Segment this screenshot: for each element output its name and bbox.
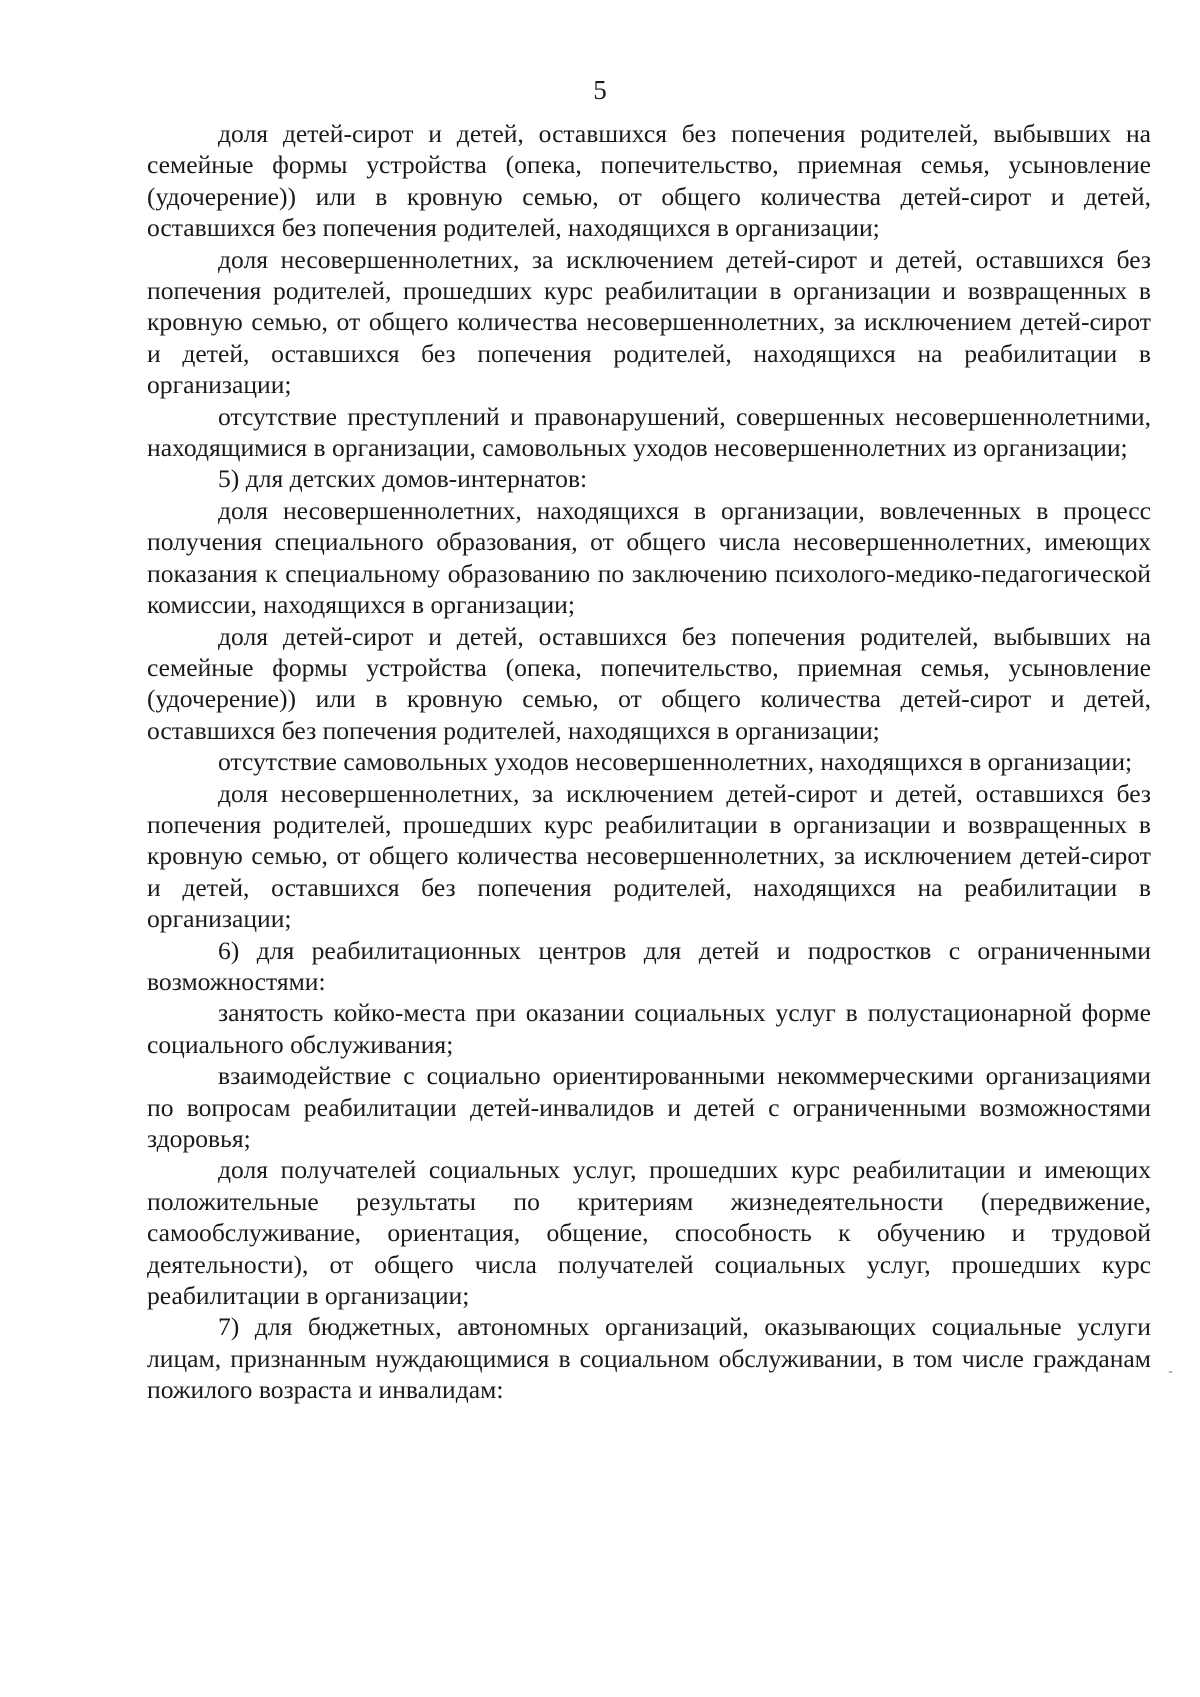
paragraph: отсутствие преступлений и правонарушений, совершенных несовершеннолетними, находящимися в организации, самовольных уходов несовершеннолетних из организации; xyxy=(147,401,1151,463)
scan-speck: - xyxy=(1168,1364,1174,1380)
document-body xyxy=(147,118,1151,1406)
paragraph: отсутствие самовольных уходов несовершеннолетних, находящихся в организации; xyxy=(218,747,1133,777)
paragraph: доля несовершеннолетних, за исключением детей-сирот и детей, оставшихся без попечения родителей, прошедших курс реабилитации в организации и возвращенных в кровную семью, от общего количества несовершеннолетних, за исключением детей-сирот и детей, оставшихся без попечения родителей, находящихся на реабилитации в организации; xyxy=(147,778,1151,934)
paragraph: доля детей-сирот и детей, оставшихся без попечения родителей, выбывших на семейные формы устройства (опека, попечительство, приемная семья, усыновление (удочерение)) или в кровную семью, от общего количества детей-сирот и детей, оставшихся без попечения родителей, находящихся в организации; xyxy=(147,119,1151,243)
paragraph: занятость койко-места при оказании социальных услуг в полустационарной форме социального обслуживания; xyxy=(147,998,1151,1059)
paragraph: доля детей-сирот и детей, оставшихся без попечения родителей, выбывших на семейные формы устройства (опека, попечительство, приемная семья, усыновление (удочерение)) или в кровную семью, от общего количества детей-сирот и детей, оставшихся без попечения родителей, находящихся в организации; xyxy=(147,621,1151,745)
paragraph: 6) для реабилитационных центров для детей и подростков с ограниченными возможностями: xyxy=(147,935,1151,996)
paragraph: взаимодействие с социально ориентированными некоммерческими организациями по вопросам реабилитации детей-инвалидов и детей с ограниченными возможностями здоровья; xyxy=(147,1061,1151,1153)
paragraph: доля несовершеннолетних, за исключением детей-сирот и детей, оставшихся без попечения родителей, прошедших курс реабилитации в организации и возвращенных в кровную семью, от общего количества несовершеннолетних, за исключением детей-сирот и детей, оставшихся без попечения родителей, находящихся на реабилитации в организации; xyxy=(147,244,1151,400)
paragraph: доля получателей социальных услуг, прошедших курс реабилитации и имеющих положительные результаты по критериям жизнедеятельности (передвижение, самообслуживание, ориентация, общение, способность к обучению и трудовой деятельности), от общего числа получателей социальных услуг, прошедших курс реабилитации в организации; xyxy=(147,1155,1151,1311)
paragraph: 5) для детских домов-интернатов: xyxy=(218,464,588,494)
paragraph: доля несовершеннолетних, находящихся в организации, вовлеченных в процесс получения специального образования, от общего числа несовершеннолетних, имеющих показания к специальному образованию по заключению психолого-медико-педагогической комиссии, находящихся в организации; xyxy=(147,495,1151,620)
paragraph: 7) для бюджетных, автономных организаций, оказывающих социальные услуги лицам, признанным нуждающимися в социальном обслуживании, в том числе гражданам пожилого возраста и инвалидам: xyxy=(147,1312,1151,1405)
page-number: 5 xyxy=(593,75,607,105)
